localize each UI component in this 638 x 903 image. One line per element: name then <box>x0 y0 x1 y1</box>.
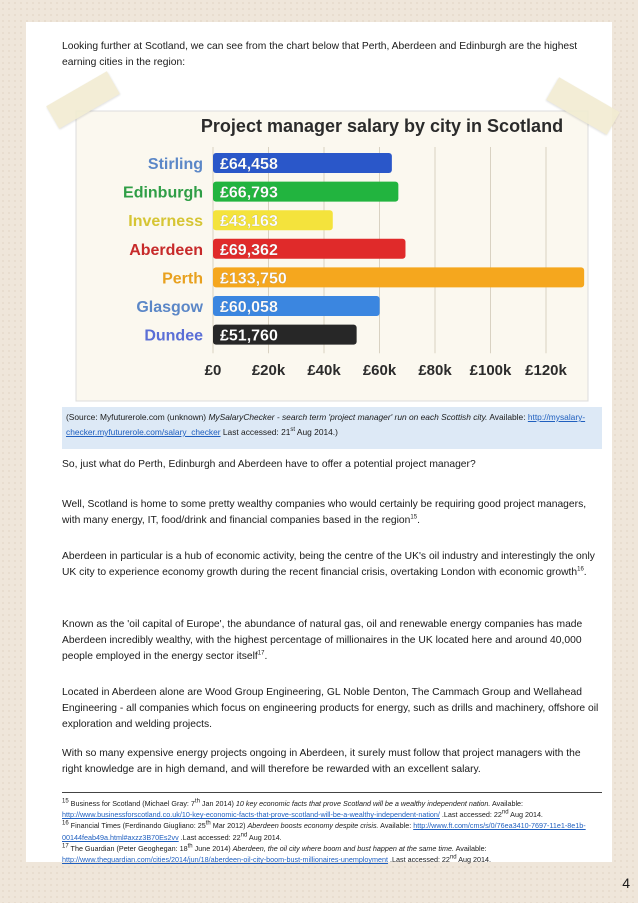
paragraph-1: So, just what do Perth, Edinburgh and Aberdeen have to offer a potential project manager? <box>62 459 476 470</box>
category-label: Aberdeen <box>129 241 203 259</box>
category-label: Perth <box>162 270 203 288</box>
salary-bar-chart <box>62 91 602 408</box>
footnote-16-link[interactable]: http://www.ft.com/cms/s/0/76ea3410-7697-11e1-8e1b-00144feab49a.html#axzz3B70Es2vv <box>62 821 586 842</box>
paragraph-2-text: Well, Scotland is home to some pretty wealthy companies who would certainly be requiring good project managers, with many energy, IT, food/drink and financial companies based in the region <box>62 499 587 526</box>
source-link[interactable]: http://mysalary-checker.myfuturerole.com/salary_checker <box>66 412 586 437</box>
footnote-15: $^{15}$ Business for Scotland (Michael Gray: 7th Jan 2014) 10 key economic facts that prove Scotland will be a wealthy independent nation. Available: http://www.businessforscotland.co.uk/10-key-economic-facts-that-prove-scotland-will-be-a-wealthy-independent-nation/ .Last accessed: 22nd Aug 2014. <box>62 798 543 820</box>
source-accessed-end: Aug 2014.) <box>295 427 338 437</box>
category-label: Inverness <box>128 213 203 231</box>
bar-value-label: £64,458 <box>220 156 278 173</box>
bar-value-label: £51,760 <box>220 327 278 345</box>
bar-value-label: £43,163 <box>220 213 278 231</box>
footnote-17: $^{17}$ The Guardian (Peter Geoghegan: 18th June 2014) Aberdeen, the oil city where boom and bust happen at the same time. Available: http://www.theguardian.com/cities/2014/jun/18/aberdeen-oil-city-boom-bust-millionaires-unemployment .Last accessed: 22nd Aug 2014. <box>62 843 491 865</box>
paragraph-4: Known as the 'oil capital of Europe', the abundance of natural gas, oil and renewable energy companies has made Aberdeen incredibly wealthy, with the highest percentage of millionaires in the UK located here and around 40,000 people employed in the energy sector itself$^{17}$. <box>62 619 583 662</box>
x-tick-label: £80k <box>418 362 452 380</box>
footnote-ref-16: 16 <box>577 566 584 573</box>
chart-source-box <box>62 407 602 449</box>
footnotes <box>62 798 602 865</box>
footnote-separator <box>62 792 602 793</box>
paragraph-3-text: Aberdeen in particular is a hub of economic activity, being the centre of the UK's oil industry and interestingly the only UK city to experience economy growth during the recent financial crisis, overtaking London with economic growth <box>62 551 595 578</box>
x-tick-label: £20k <box>251 362 286 380</box>
x-tick-label: £120k <box>525 362 567 380</box>
paragraph-5: Located in Aberdeen alone are Wood Group Engineering, GL Noble Denton, The Cammach Group and Wellahead Engineering - all companies which focus on engineering products for energy, such as drills and machinery, offshore oil exploration and welding projects. <box>62 687 599 730</box>
page-number: 4 <box>622 875 630 891</box>
paragraph-4-text: Known as the 'oil capital of Europe', the abundance of natural gas, oil and renewable energy companies has made Aberdeen incredibly wealthy, with the highest percentage of millionaires in the UK located here and around 40,000 people employed in the energy sector itself <box>62 619 583 662</box>
salary-chart-image <box>62 91 602 408</box>
footnote-ref-17: 17 <box>257 650 265 657</box>
footnote-15-link[interactable]: http://www.businessforscotland.co.uk/10-key-economic-facts-that-prove-scotland-will-be-a-wealthy-independent-nation/ <box>62 810 440 820</box>
paragraph-2: Well, Scotland is home to some pretty wealthy companies who would certainly be requiring good project managers, with many energy, IT, food/drink and financial companies based in the region$^{15}$. <box>62 499 587 526</box>
source-title: MySalaryChecker - search term 'project manager' run on each Scottish city. <box>208 412 488 422</box>
document-page <box>26 22 612 865</box>
source-accessed-sup: st <box>290 427 296 434</box>
bar-value-label: £133,750 <box>220 270 287 288</box>
x-tick-label: £40k <box>307 362 341 380</box>
source-available: Available: <box>487 412 528 422</box>
x-tick-label: £100k <box>469 362 512 380</box>
category-label: Dundee <box>144 327 203 345</box>
source-prefix: (Source: Myfuturerole.com (unknown) <box>66 412 209 422</box>
paragraph-3: Aberdeen in particular is a hub of economic activity, being the centre of the UK's oil industry and interestingly the only UK city to experience economy growth during the recent financial crisis, overtaking London with economic growth$^{16}$. <box>62 551 595 578</box>
category-label: Edinburgh <box>123 184 203 202</box>
intro-paragraph: Looking further at Scotland, we can see from the chart below that Perth, Aberdeen and Edinburgh are the highest earning cities in the region: <box>62 41 578 68</box>
paragraph-6: With so many expensive energy projects ongoing in Aberdeen, it surely must follow that project managers with the right knowledge are in high demand, and will therefore be rewarded with an excellent salary. <box>62 748 581 775</box>
chart-title: Project manager salary by city in Scotland <box>200 116 564 136</box>
footnote-16: $^{16}$ Financial Times (Ferdinando Giugliano: 25th Mar 2012) Aberdeen boosts economy despite crisis. Available: http://www.ft.com/cms/s/0/76ea3410-7697-11e1-8e1b-00144feab49a.html#axzz3B70Es2vv .Last accessed: 22nd Aug 2014. <box>62 821 586 842</box>
x-tick-label: £60k <box>362 362 397 380</box>
source-accessed: Last accessed: 21 <box>220 427 291 437</box>
footnote-17-link[interactable]: http://www.theguardian.com/cities/2014/jun/18/aberdeen-oil-city-boom-bust-millionaires-unemployment <box>62 855 388 865</box>
bar-value-label: £69,362 <box>220 241 278 259</box>
x-tick-label: £0 <box>204 362 222 380</box>
category-label: Glasgow <box>136 299 203 316</box>
bar-value-label: £66,793 <box>220 184 278 202</box>
category-label: Stirling <box>147 156 203 173</box>
footnote-ref-15: 15 <box>410 514 418 521</box>
bar-value-label: £60,058 <box>220 299 278 316</box>
